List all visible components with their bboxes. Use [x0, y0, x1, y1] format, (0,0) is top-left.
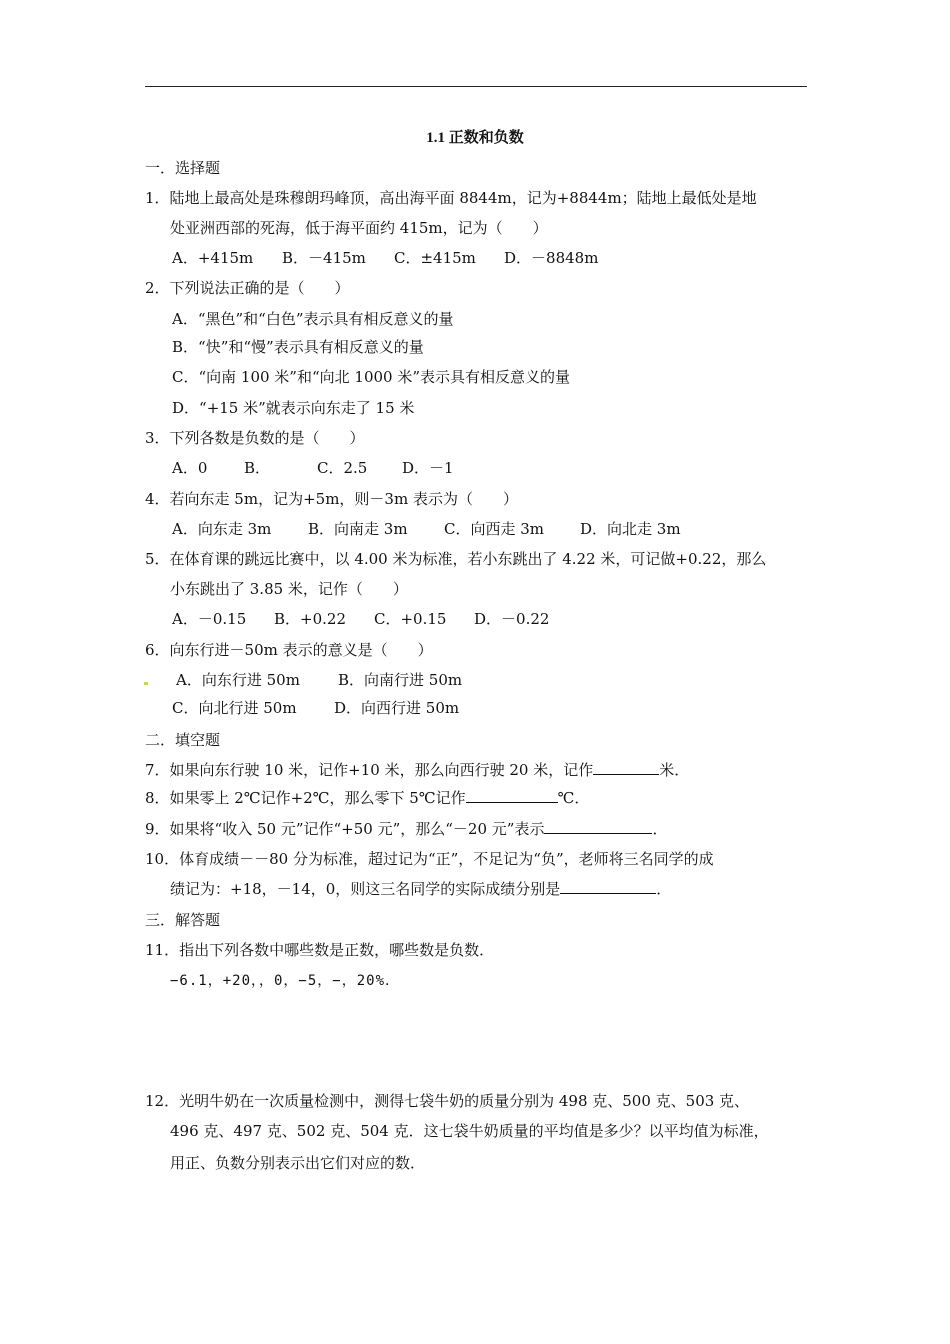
q6-option-a: A．向东行进 50m: [176, 671, 300, 689]
q9-answer-blank[interactable]: [544, 819, 652, 834]
q3-option-c: C．2.5: [317, 459, 368, 477]
page-title: 1.1 正数和负数: [426, 130, 524, 146]
q3-line1: 3．下列各数是负数的是（ ）: [145, 429, 365, 447]
q2-option-c: C．“向南 100 米”和“向北 1000 米”表示具有相反意义的量: [172, 368, 571, 386]
q9-text: 9．如果将“收入 50 元”记作“+50 元”，那么“－20 元”表示: [145, 820, 545, 838]
q1-option-a: A．+415m: [172, 249, 254, 267]
q1-option-b: B．－415m: [282, 249, 366, 267]
q3-option-a: A．0: [172, 459, 208, 477]
q1-option-c: C．±415m: [394, 249, 476, 267]
q4-option-c: C．向西走 3m: [444, 520, 545, 538]
q5-line1: 5．在体育课的跳远比赛中，以 4.00 米为标准，若小东跳出了 4.22 米，可记做+0.22，那么: [145, 550, 767, 568]
q12-line3: 用正、负数分别表示出它们对应的数．: [170, 1154, 426, 1172]
stray-mark: [144, 682, 148, 685]
q12-line2: 496 克、497 克、502 克、504 克．这七袋牛奶质量的平均值是多少？以平均值为标准，: [170, 1122, 769, 1140]
q11-line1: 11．指出下列各数中哪些数是正数，哪些数是负数．: [145, 941, 495, 959]
q5-option-c: C．+0.15: [374, 610, 447, 628]
q1-options: [172, 248, 598, 268]
q8-suffix: ℃．: [557, 789, 590, 807]
q6-option-b: B．向南行进 50m: [338, 671, 463, 689]
q2-option-b: B．“快”和“慢”表示具有相反意义的量: [172, 338, 424, 356]
q4-option-d: D．向北走 3m: [580, 520, 681, 538]
q4-option-a: A．向东走 3m: [172, 520, 272, 538]
q10-line1: 10．体育成绩－－80 分为标准，超过记为“正”，不足记为“负”，老师将三名同学的成: [145, 850, 714, 868]
q5-option-b: B．+0.22: [274, 610, 346, 628]
q7-suffix: 米．: [659, 761, 690, 779]
q4-line1: 4．若向东走 5m，记为+5m，则－3m 表示为（ ）: [145, 490, 518, 508]
q3-option-b: B．: [244, 459, 271, 477]
q3-option-d: D．－1: [402, 459, 454, 477]
q6-option-c: C．向北行进 50m: [172, 699, 297, 717]
q9-suffix: ．: [652, 820, 668, 838]
q1-option-d: D．－8848m: [504, 249, 599, 267]
section-choice: 一．选择题: [145, 159, 221, 177]
q5-line2: 小东跳出了 3.85 米，记作（ ）: [170, 580, 408, 598]
q12-line1: 12．光明牛奶在一次质量检测中，测得七袋牛奶的质量分别为 498 克、500 克、503 克、: [145, 1092, 750, 1110]
q3-options: [172, 458, 454, 478]
header-rule: [145, 86, 807, 87]
q11-numbers: −6.1，+20，，0，−5，−，20%．: [170, 973, 401, 989]
q6-options-row2: [172, 698, 459, 718]
q7-line: [145, 760, 689, 780]
q5-options: [172, 609, 549, 629]
q6-options-row1: [176, 670, 462, 690]
q8-answer-blank[interactable]: [466, 788, 558, 803]
q1-line1: 1．陆地上最高处是珠穆朗玛峰顶，高出海平面 8844m，记为+8844m；陆地上最低处是地: [145, 189, 757, 207]
q9-line: [145, 819, 667, 839]
q10-suffix: ．: [656, 880, 672, 898]
section-fill: 二．填空题: [145, 731, 221, 749]
q5-option-d: D．－0.22: [474, 610, 550, 628]
q2-option-a: A．“黑色”和“白色”表示具有相反意义的量: [172, 310, 454, 328]
q7-answer-blank[interactable]: [593, 760, 659, 775]
section-solve: 三．解答题: [145, 911, 221, 929]
q4-option-b: B．向南走 3m: [308, 520, 408, 538]
q5-option-a: A．－0.15: [172, 610, 247, 628]
q8-line: [145, 788, 589, 808]
q6-option-d: D．向西行进 50m: [334, 699, 460, 717]
q10-answer-blank[interactable]: [560, 879, 656, 894]
q6-line1: 6．向东行进－50m 表示的意义是（ ）: [145, 641, 433, 659]
q10-text: 绩记为：+18，－14，0，则这三名同学的实际成绩分别是: [170, 880, 561, 898]
q2-option-d: D．“+15 米”就表示向东走了 15 米: [172, 399, 415, 417]
q10-line2: [170, 879, 671, 899]
q2-line1: 2．下列说法正确的是（ ）: [145, 279, 350, 297]
q7-text: 7．如果向东行驶 10 米，记作+10 米，那么向西行驶 20 米，记作: [145, 761, 594, 779]
q4-options: [172, 519, 681, 539]
q1-line2: 处亚洲西部的死海，低于海平面约 415m，记为（ ）: [170, 219, 548, 237]
q8-text: 8．如果零上 2℃记作+2℃，那么零下 5℃记作: [145, 789, 466, 807]
